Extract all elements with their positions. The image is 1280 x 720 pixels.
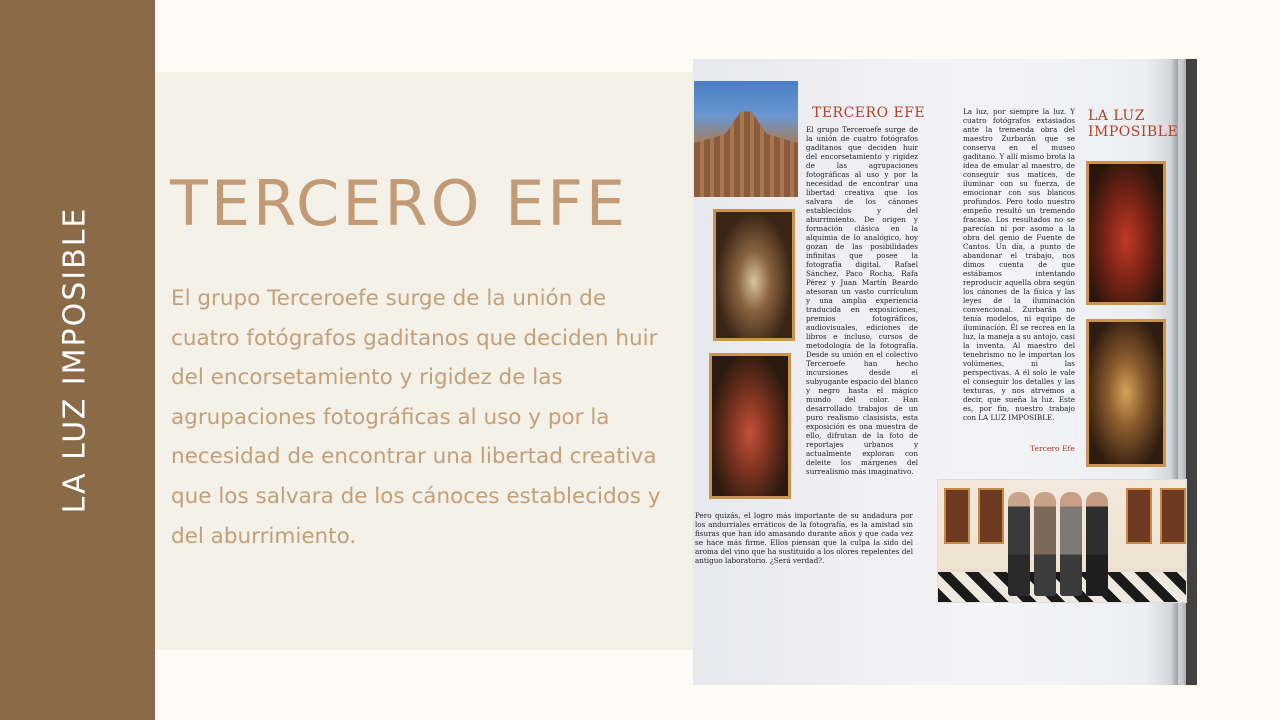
magazine-column-left: El grupo Terceroefe surge de la unión de cuatro fotógrafos gaditanos que deciden huir del encorsetamiento y rigidez de las agrupaciones fotográficas al uso y por la necesidad de encontrar una libertad creativa que los salvara de los cánones establecidos y del aburrimiento. De origen y formación clásica en la alquimia de lo analógico, hoy gozan de las posibilidades infinitas que posee la fotografía digital. Rafael Sánchez, Paco Rocha, Rafa Pérez y Juan Martín Beardo atesoran un vasto currículum y una amplia experiencia traducida en exposiciones, premios fotográficos, audiovisuales, ediciones de libros e incluso, cursos de metodología de la fotografía. Desde su unión en el colectivo Terceroefe han hecho incursiones desde el subyugante espacio del blanco y negro hasta el mágico mundo del color. Han desarrollado trabajos de un puro realismo clasisista, esta exposición es una muestra de ello, difrutan de la foto de reportajes urbanos y actualmente exploran con deleite los márgenes del surrealismo más imaginativo. (806, 125, 918, 476)
person (1060, 492, 1082, 596)
magazine-signature: Tercero Efe (1030, 444, 1075, 453)
magazine-heading-right: LA LUZ IMPOSIBLE (1088, 108, 1179, 140)
exhibition-frame (1160, 488, 1186, 544)
page-title: TERCERO EFE (170, 167, 629, 240)
painting-angel (709, 353, 791, 499)
page-body-text: El grupo Terceroefe surge de la unión de cuatro fotógrafos gaditanos que deciden huir del encorsetamiento y rigidez de las agrupaciones fotográficas al uso y por la necesidad de encontrar una libertad creativa que los salvara de los cánoces establecidos y del aburrimiento. (171, 286, 661, 549)
magazine-column-right: La luz, por siempre la luz. Y cuatro fotógrafos extasiados ante la tremenda obra del maestro Zurbarán que se conserva en el museo gaditano. Y allí mismo brota la idea de emular al maestro, de conseguir sus matices, de iluminar con su fuerza, de emocionar con sus blancos profundos. Pero todo nuestro empeño resultó un tremendo fracaso. Los resultados no se parecían ni por asomo a la obra del genio de Fuente de Cantos. Un día, a punto de abandonar el trabajo, nos dimos cuenta de que estábamos intentando reproducir aquella obra según los cánones de la física y las leyes de la iluminación convencional. Zurbarán no tenía modelos, ni equipo de iluminación. Él se recrea en la luz, la maneja a su antojo, casi la inventa. Al maestro del tenebrismo no le importan los volúmenes, ni las perspectivas. A él solo le vale el conseguir los detalles y las texturas, y nos atrvemos a decir, que sueña la luz. Este es, por fin, nuestro trabajo con LA LUZ IMPOSIBLE. (963, 107, 1075, 422)
exhibition-frame (944, 488, 970, 544)
cathedral-facade (694, 107, 798, 197)
sidebar (0, 0, 155, 720)
person (1034, 492, 1056, 596)
painting-saint-monk (713, 209, 795, 341)
painting-archangel (1086, 319, 1166, 467)
magazine-heading-left: TERCERO EFE (812, 105, 926, 121)
cathedral-photo (694, 81, 798, 197)
sidebar-title: LA LUZ IMPOSIBLE (57, 206, 93, 514)
magazine-column-bottom: Pero quizás, el logro más importante de su andadura por los andurriales erráticos de la fotografía, es la amistad sin fisuras que han ido amasando durante años y que cada vez se hace más firme. Ellos piensan que la culpa la sido del aroma del vino que ha sustituido a los olores repelentes del antiguo laboratorio. ¿Será verdad?. (695, 511, 913, 565)
exhibition-frame (978, 488, 1004, 544)
person (1086, 492, 1108, 596)
exhibition-group-photo (937, 479, 1187, 603)
magazine-photo (693, 59, 1197, 685)
person (1008, 492, 1030, 596)
magazine-edge (1186, 59, 1197, 685)
painting-bishop (1086, 161, 1166, 305)
exhibition-frame (1126, 488, 1152, 544)
